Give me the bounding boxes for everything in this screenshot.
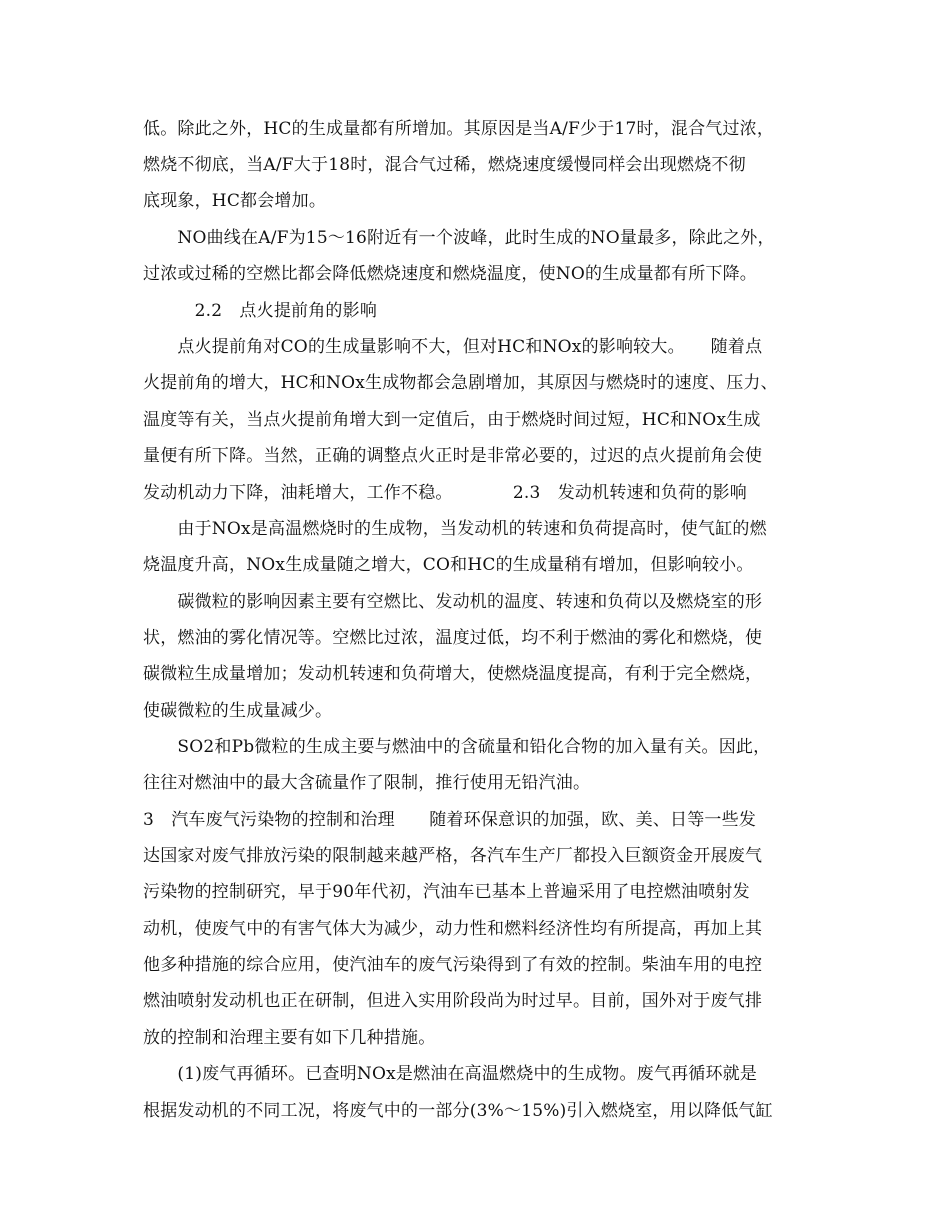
text-line: 状，燃油的雾化情况等。空燃比过浓，温度过低，均不利于燃油的雾化和燃烧，使 [143,628,763,648]
text-line: 动机，使废气中的有害气体大为减少，动力性和燃料经济性均有所提高，再加上其 [143,919,763,939]
text-line: 温度等有关，当点火提前角增大到一定值后，由于燃烧时间过短，HC和NOx生成 [143,410,761,430]
text-line: 达国家对废气排放污染的限制越来越严格，各汽车生产厂都投入巨额资金开展废气 [143,846,763,866]
text-line: 由于NOx是高温燃烧时的生成物，当发动机的转速和负荷提高时，使气缸的燃 [143,519,767,539]
text-line: 过浓或过稀的空燃比都会降低燃烧速度和燃烧温度，使NO的生成量都有所下降。 [143,264,758,284]
text-line: 污染物的控制研究，早于90年代初，汽油车已基本上普遍采用了电控燃油喷射发 [143,882,750,902]
text-line: 他多种措施的综合应用，使汽油车的废气污染得到了有效的控制。柴油车用的电控 [143,955,763,975]
section-heading: 3 汽车废气污染物的控制和治理 随着环保意识的加强，欧、美、日等一些发 [143,810,757,830]
text-line: 发动机动力下降，油耗增大，工作不稳。 2.3 发动机转速和负荷的影响 [143,483,747,503]
text-line: 往往对燃油中的最大含硫量作了限制，推行使用无铅汽油。 [143,773,591,793]
text-line: (1)废气再循环。已查明NOx是燃油在高温燃烧中的生成物。废气再循环就是 [143,1064,758,1084]
text-line: SO2和Pb微粒的生成主要与燃油中的含硫量和铅化合物的加入量有关。因此， [143,737,771,757]
text-line: 烧温度升高，NOx生成量随之增大，CO和HC的生成量稍有增加，但影响较小。 [143,555,754,575]
text-line: 碳微粒生成量增加；发动机转速和负荷增大，使燃烧温度提高，有利于完全燃烧， [143,664,763,684]
text-line: 根据发动机的不同工况，将废气中的一部分(3%～15%)引入燃烧室，用以降低气缸 [143,1101,773,1121]
text-line: 点火提前角对CO的生成量影响不大，但对HC和NOx的影响较大。 随着点 [143,337,763,357]
text-line: 燃烧不彻底，当A/F大于18时，混合气过稀，燃烧速度缓慢同样会出现燃烧不彻 [143,155,746,175]
text-line: NO曲线在A/F为15～16附近有一个波峰，此时生成的NO量最多，除此之外， [143,228,775,248]
text-line: 量便有所下降。当然，正确的调整点火正时是非常必要的，过迟的点火提前角会使 [143,446,763,466]
text-line: 低。除此之外，HC的生成量都有所增加。其原因是当A/F少于17时，混合气过浓， [143,119,775,139]
text-line: 燃油喷射发动机也正在研制，但进入实用阶段尚为时过早。目前，国外对于废气排 [143,991,763,1011]
text-line: 底现象，HC都会增加。 [143,191,327,211]
section-heading: 2.2 点火提前角的影响 [143,301,378,321]
text-line: 碳微粒的影响因素主要有空燃比、发动机的温度、转速和负荷以及燃烧室的形 [143,592,763,612]
text-line: 火提前角的增大，HC和NOx生成物都会急剧增加，其原因与燃烧时的速度、压力、 [143,373,778,393]
text-line: 使碳微粒的生成量减少。 [143,701,333,721]
text-line: 放的控制和治理主要有如下几种措施。 [143,1028,436,1048]
